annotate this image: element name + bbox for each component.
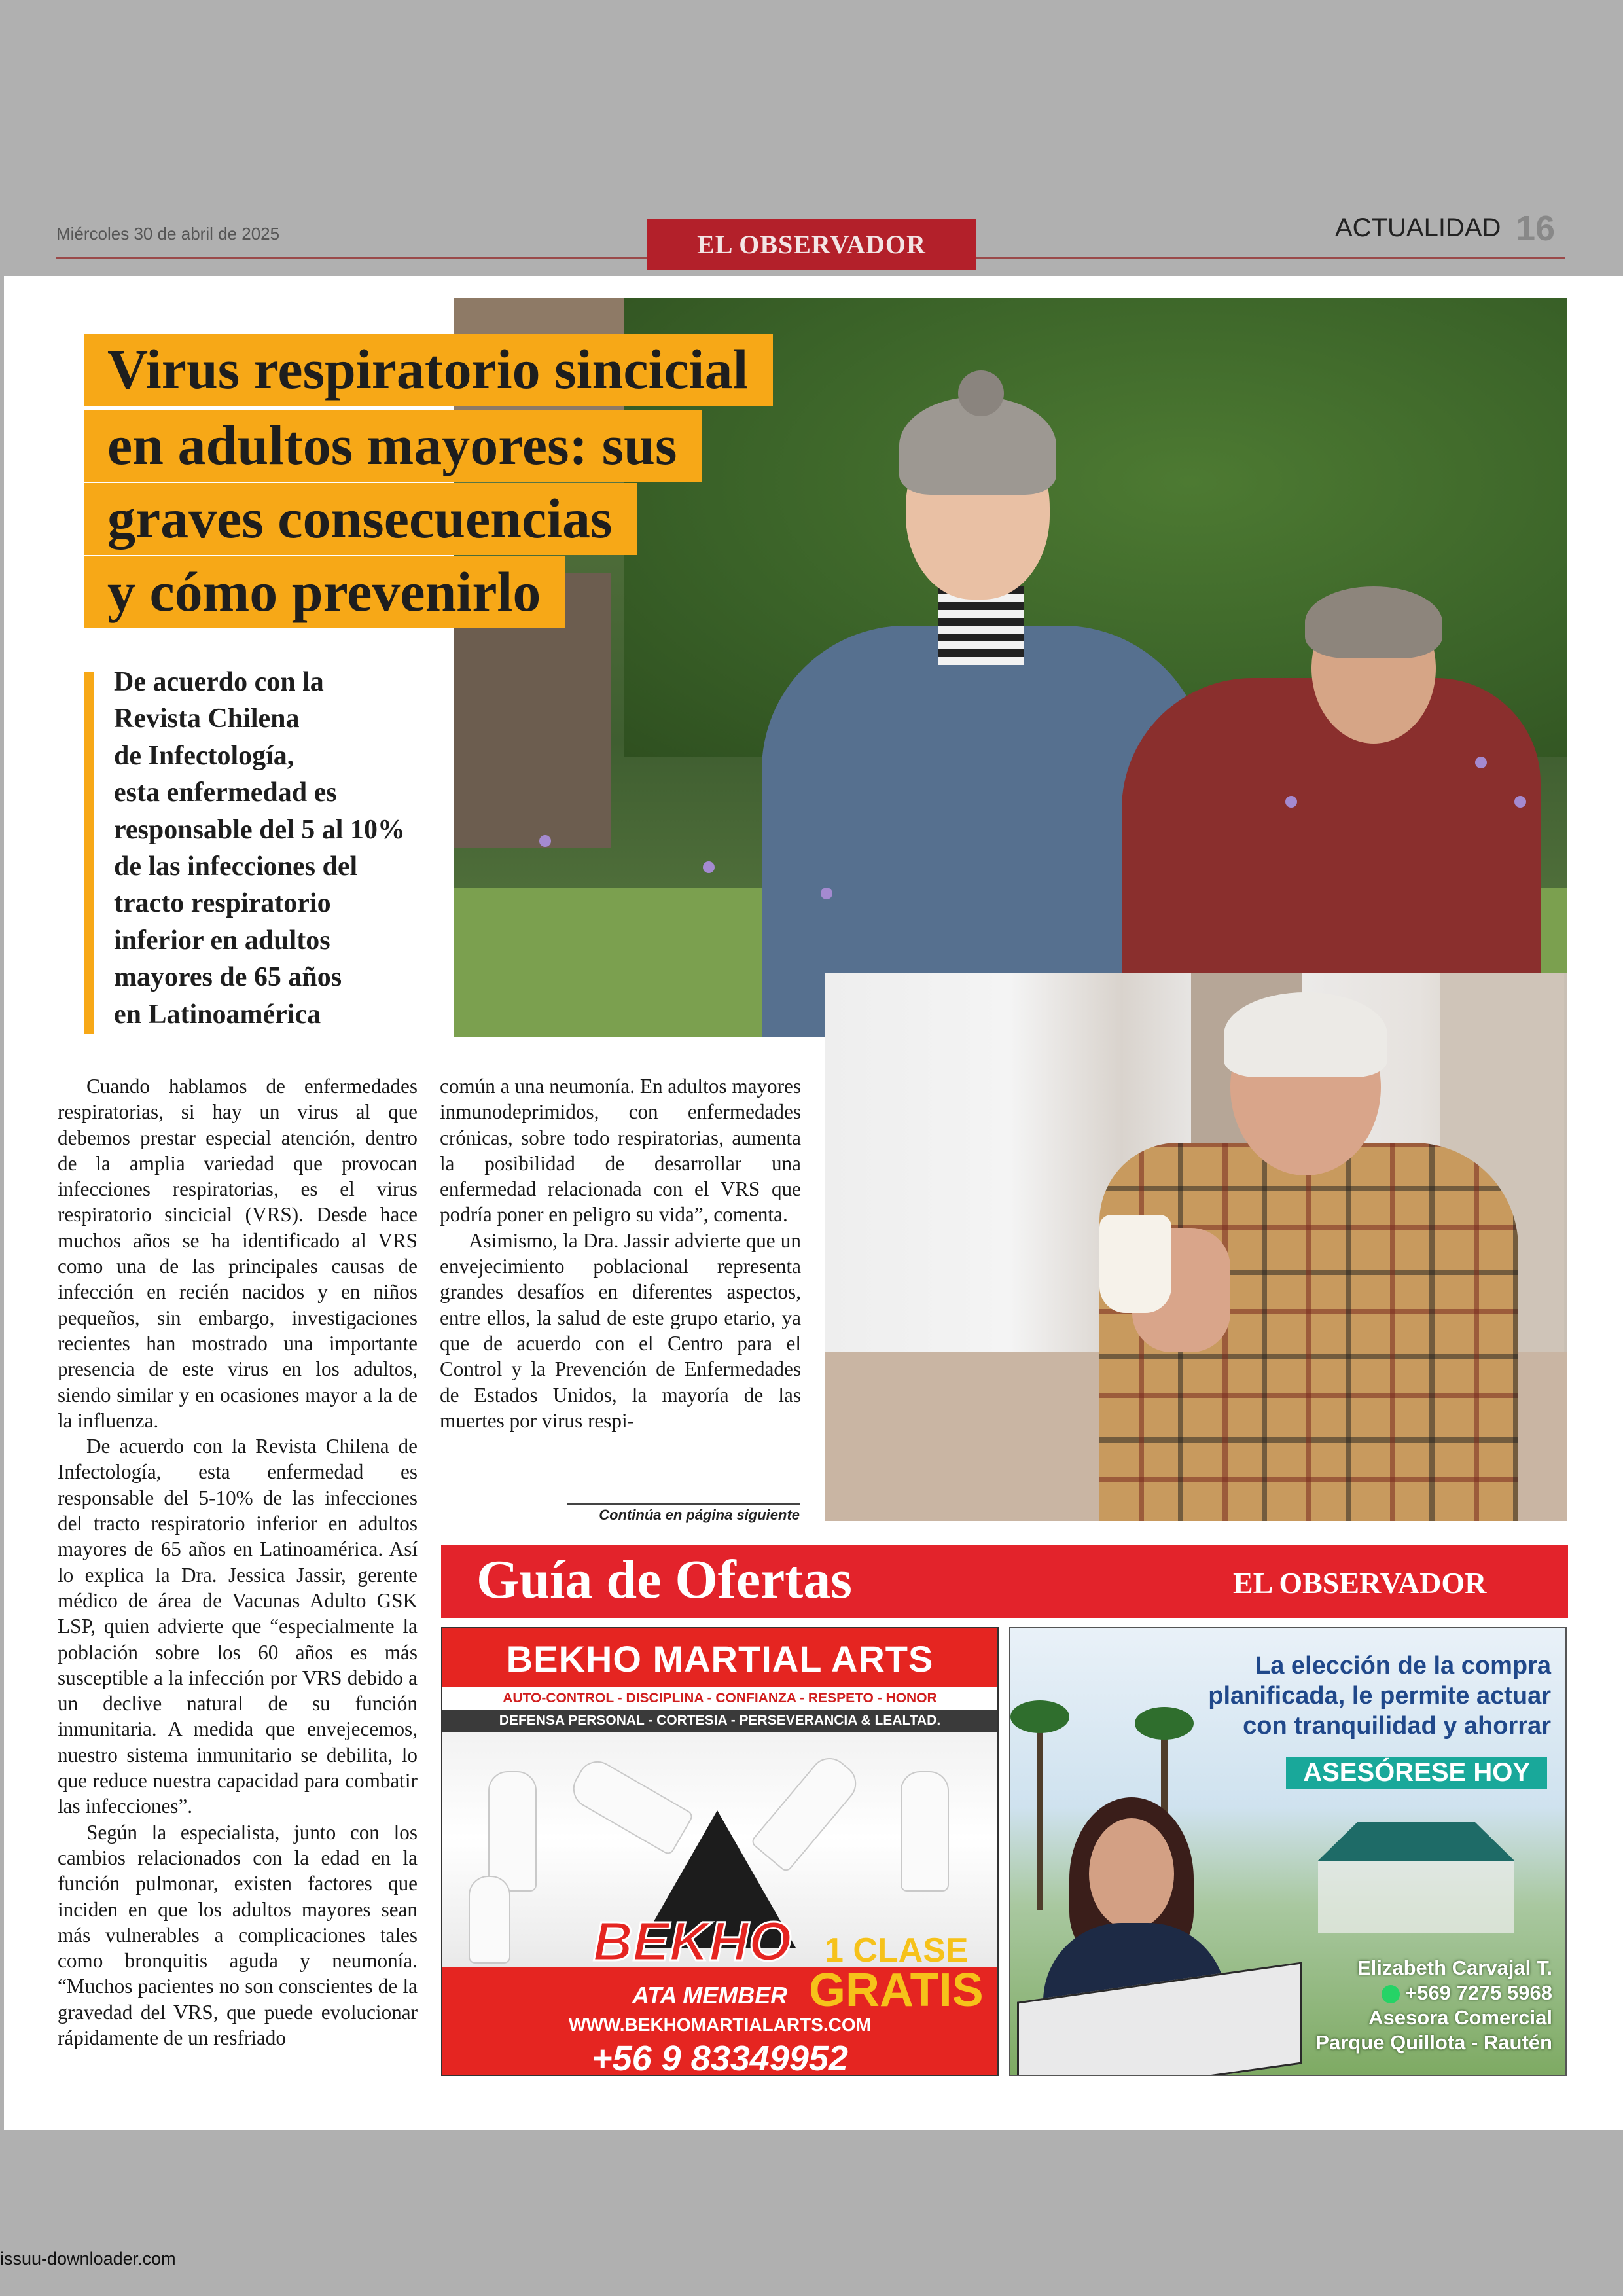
lead-line: de las infecciones del: [114, 852, 358, 882]
parque-ad[interactable]: [1009, 1627, 1567, 2076]
lead-line: esta enfermedad es: [114, 778, 337, 808]
asesorese-button[interactable]: ASESÓRESE HOY: [1286, 1757, 1547, 1789]
masthead-logo[interactable]: EL OBSERVADOR: [647, 219, 976, 270]
tent-illustration: [1298, 1822, 1534, 1861]
page-number: 16: [1516, 209, 1556, 248]
whatsapp-icon: [1382, 1985, 1400, 2003]
lead-line: de Infectología,: [114, 740, 294, 771]
lead-line: De acuerdo con la: [114, 667, 324, 697]
ad-headline-line: planificada, le permite actuar: [1208, 1682, 1551, 1710]
guia-logo: EL OBSERVADOR: [1233, 1566, 1487, 1600]
elderly-man-photo: [825, 973, 1567, 1521]
headline-line: y cómo prevenirlo: [84, 556, 565, 628]
contact-role: Asesora Comercial: [1368, 2006, 1552, 2029]
article-column-1: [58, 1073, 418, 2051]
continued-rule: [567, 1503, 800, 1505]
lead-line: mayores de 65 años: [114, 962, 342, 993]
ad-headline-line: La elección de la compra: [1255, 1652, 1551, 1679]
watermark-url[interactable]: issuu-downloader.com: [0, 2249, 176, 2269]
lead-line: responsable del 5 al 10%: [114, 814, 405, 845]
body-paragraph: Según la especialista, junto con los cambios relacionados con la edad en la función pulmonar, existen factores que inciden en que los adultos mayores sean más vulnerables a complicaciones tales como bronquitis aguda y neumonía. “Muchos pacientes no son conscientes de la gravedad del VRS, que puede evolucionar rápidamente de un resfriado: [58, 1820, 418, 2049]
article-column-2: [440, 1073, 801, 1433]
body-paragraph: Asimismo, la Dra. Jassir advierte que un envejecimiento poblacional representa grandes desafíos en diferentes aspectos, entre ellos, la salud de este grupo etario, ya que de acuerdo con el Centro para el Control y la Prevención de Enfermedades de Estados Unidos, la mayoría de las muertes por virus respi-: [440, 1229, 801, 1432]
lead-line: Revista Chilena: [114, 704, 300, 734]
ad-contact: [1304, 1956, 1552, 2055]
lead-paragraph: [114, 664, 454, 1033]
ad-tagline-band: DEFENSA PERSONAL - CORTESIA - PERSEVERANCIA & LEALTAD.: [442, 1710, 997, 1732]
guia-title: Guía de Ofertas: [476, 1549, 852, 1610]
contact-name: Elizabeth Carvajal T.: [1357, 1956, 1552, 1979]
offer-line: 1 CLASE: [825, 1931, 969, 1969]
contact-place: Parque Quillota - Rautén: [1315, 2031, 1552, 2054]
headline-line: Virus respiratorio sincicial: [84, 334, 773, 406]
contact-phone[interactable]: +569 7275 5968: [1405, 1981, 1552, 2004]
ad-headline-line: con tranquilidad y ahorrar: [1243, 1712, 1551, 1740]
body-paragraph: común a una neumonía. En adultos mayores inmunodeprimidos, con enfermedades crónicas, sobre todo respiratorias, aumenta la posibilidad de desarrollar una enfermedad relacionada con el VRS que podría poner en peligro su vida”, comenta.: [440, 1075, 801, 1227]
lead-line: inferior en adultos: [114, 925, 330, 956]
lead-accent-bar: [84, 672, 94, 1034]
section-name: ACTUALIDAD: [1335, 213, 1501, 242]
body-paragraph: De acuerdo con la Revista Chilena de Infectología, esta enfermedad es responsable del 5-10% de las infecciones del tracto respiratorio inferior en adultos mayores de 65 años en Latinoamérica. Así lo explica la Dra. Jessica Jassir, gerente médico de área de Vacunas Adulto GSK LSP, quien advierte que “especialmente la población sobre los 60 años es más susceptible a la infección por VRS debido a un declive natural de su función inmunitaria. A medida que envejecemos, nuestro sistema inmunitario se debilita, lo que reduce nuestra capacidad para combatir las infecciones”.: [58, 1435, 418, 1818]
lead-line: en Latinoamérica: [114, 999, 321, 1030]
ad-phone[interactable]: +56 9 83349952: [592, 2039, 848, 2076]
headline-line: en adultos mayores: sus: [84, 410, 702, 482]
ad-values-band: AUTO-CONTROL - DISCIPLINA - CONFIANZA - RESPETO - HONOR: [442, 1687, 997, 1710]
bekho-brand: BEKHO: [593, 1910, 792, 1972]
ad-title: BEKHO MARTIAL ARTS: [506, 1638, 934, 1679]
ad-headline: [1145, 1651, 1551, 1741]
ata-member-badge: ATA MEMBER: [632, 1982, 788, 2009]
offer-line: GRATIS: [809, 1964, 984, 2017]
ad-website[interactable]: WWW.BEKHOMARTIALARTS.COM: [569, 2015, 871, 2035]
headline-line: graves consecuencias: [84, 483, 637, 555]
lead-line: tracto respiratorio: [114, 888, 331, 919]
continued-note[interactable]: Continúa en página siguiente: [599, 1507, 800, 1523]
issue-date: Miércoles 30 de abril de 2025: [56, 224, 280, 243]
body-paragraph: Cuando hablamos de enfermedades respiratorias, si hay un virus al que debemos prestar especial atención, dentro de la amplia variedad que provocan infecciones respiratorias, es el virus respiratorio sincicial (VRS). Desde hace muchos años se ha identificado al VRS como una de las principales causas de infección en recién nacidos y en niños pequeños, sin embargo, investigaciones recientes han mostrado una importante presencia de este virus en los adultos, siendo similar y en ocasiones mayor a la de la influenza.: [58, 1075, 418, 1432]
bekho-ad[interactable]: [441, 1627, 999, 2076]
contact-phone-row[interactable]: [1304, 1981, 1552, 2005]
